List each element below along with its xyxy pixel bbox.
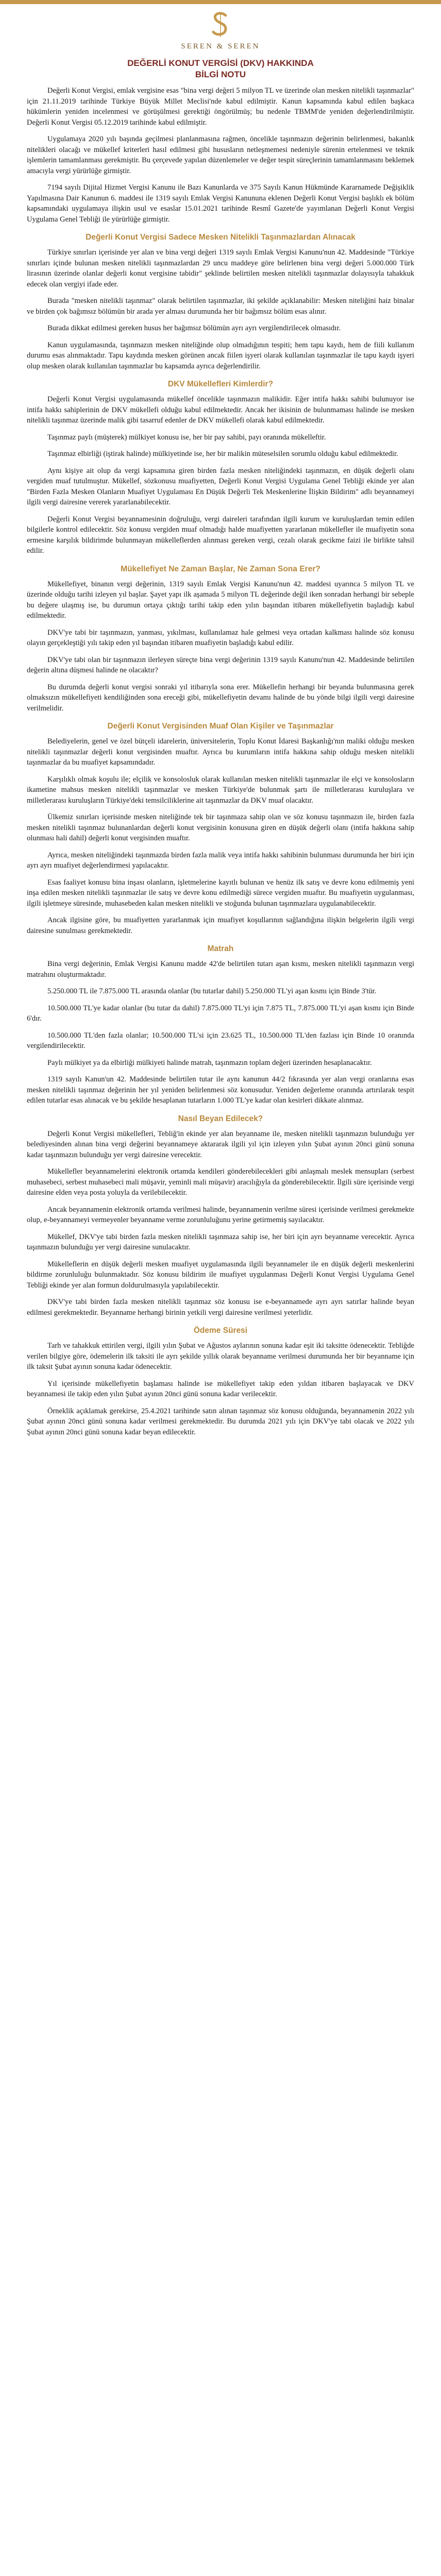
paragraph: Bu durumda değerli konut vergisi sonraki yıl itibarıyla sona erer. Mükellefin herhangi bir beyanda bulunmasına gerek olmaksızın mükellefiyeti kendiliğinden sona ereceği gibi, mükellefiyetin devamı halinde de bu yönde bilgi ilgili vergi dairesine verilmelidir. <box>27 683 414 713</box>
title-line-1: DEĞERLİ KONUT VERGİSİ (DKV) HAKKINDA <box>127 58 314 68</box>
paragraph: Ancak ilgisine göre, bu muafiyetten yararlanmak için muafiyet koşullarının sağlandığına ilişkin belgelerin ilgili vergi dairesine sunulması gerekmektedir. <box>27 916 414 935</box>
section-heading: Mükellefiyet Ne Zaman Başlar, Ne Zaman Sona Erer? <box>121 564 320 573</box>
paragraph: Paylı mülkiyet ya da elbirliği mülkiyeti halinde matrah, taşınmazın toplam değeri üzerinden hesaplanacaktır. <box>47 1058 372 1067</box>
document-title <box>31 58 410 80</box>
paragraph: DKV'ye tabi birden fazla mesken nitelikli taşınmaz söz konusu ise e-beyannamede ayrı ayrı satırlar halinde beyan edilmesi gerekmektedir. Beyanname herhangi birinin yetkili vergi dairesine verilmesi yeterlidir. <box>27 1298 414 1317</box>
section-heading: Değerli Konut Vergisi Sadece Mesken Nitelikli Taşınmazlardan Alınacak <box>86 233 355 242</box>
brand-logo <box>169 10 272 51</box>
section-heading: Nasıl Beyan Edilecek? <box>178 1114 263 1123</box>
paragraph: Karşılıklı olmak koşulu ile; elçilik ve konsolosluk olarak kullanılan mesken nitelikli taşınmazlar ile elçi ve konsolosların ikametine mahsus mesken nitelikli taşınmazlar ve mesken Türkiye'de bulunmak şartı ile milletlerarası kuruluşlara ve milletlerarası kuruluşların Türkiye'deki temsilciliklerine ait taşınmazlar da DKV muaf olacaktır. <box>27 775 414 805</box>
top-border <box>0 0 441 4</box>
paragraph: Mükellef, DKV'ye tabi birden fazla mesken nitelikli taşınmaza sahip ise, her biri için ayrı beyanname verecektir. Ayrıca taşınmazın bulunduğu yer vergi dairesine sunulacaktır. <box>27 1232 414 1251</box>
paragraph: Örneklik açıklamak gerekirse, 25.4.2021 tarihinde satın alınan taşınmaz söz konusu olduğunda, beyannamenin 2022 yılı Şubat ayının 20nci günü sonuna kadar verilmesi gerekmektedir. Bu durumda 2021 yılı için DKV'ye tabi olacak ve 2022 yılı Şubat ayının 20nci günü sonuna kadar beyan edilecektir. <box>27 1406 414 1436</box>
paragraph: Burada "mesken nitelikli taşınmaz" olarak belirtilen taşınmazlar, iki şekilde açıklanabilir: Mesken niteliğini haiz binalar ve birden çok bağımsız bölümün bir arada yer alması durumunda her bir bağımsız bölüm esas alınır. <box>27 297 414 316</box>
paragraph: Değerli Konut Vergisi beyannamesinin doğruluğu, vergi daireleri tarafından ilgili kurum ve kuruluşlardan temin edilen bilgilerle kontrol edilecektir. Söz konusu vergiden muaf olmadığı halde muafiyetten yararlanan mükellefler ile muafiyetin sona ermesine karşılık bildirimde bulunmayan mükelleflerden alınması gereken vergi, cezalı olarak gecikme faizi ile birlikte tahsil edilir. <box>27 515 414 555</box>
paragraph: Değerli Konut Vergisi uygulamasında mükellef öncelikle taşınmazın malikidir. Eğer intifa hakkı sahibi bulunuyor ise intifa hakkı sahiplerinin de DKV mükellefi olduğu kabul edilmektedir. Ancak her ikisinin de bulunmaması halinde ise mesken nitelikli taşınmaz üzerinde malik gibi tasarruf edenler de DKV mükellefi olarak kabul edilmektedir. <box>27 395 414 425</box>
paragraph: Aynı kişiye ait olup da vergi kapsamına giren birden fazla mesken niteliğindeki taşınmazın, en düşük değerli olanı vergiden muaf tutulmuştur. Mükellef, sözkonusu muafiyetten, Değerli Konut Vergisi Uygulama Genel Tebliği ekinde yer alan "Birden Fazla Mesken Olanların Muafiyet Uygulaması En Düşük Değerli Tek Meskenlerine İlişkin Bildirim" adlı beyannameyi ilgili vergi dairesine vererek yararlanabilecektir. <box>27 466 414 506</box>
paragraph: Ancak beyannamenin elektronik ortamda verilmesi halinde, beyannamenin verilme süresi içerisinde verilmesi gerekmekte olup, e-beyannameyi vermeyenler beyanname verme zorunluluğunu yerine getirmemiş sayılacaktır. <box>27 1205 414 1224</box>
paragraph: Mükellefler beyannamelerini elektronik ortamda kendileri gönderebilecekleri gibi anlaşmalı meslek mensupları (serbest muhasebeci, serbest muhasebeci mali müşavir, yeminli mali müşavir) aracılığıyla da gönderebilecektir. İlgili süre içerisinde vergi dairesine elden veya posta yoluyla da verilebilecektir. <box>27 1167 414 1197</box>
paragraph: Yıl içerisinde mükellefiyetin başlaması halinde ise mükellefiyet takip eden yıldan itibaren başlayacak ve DKV beyannamesi ile takip eden yılın Şubat ayının 20nci günü sonuna kadar verilecektir. <box>27 1379 414 1398</box>
paragraph: Taşınmaz elbirliği (iştirak halinde) mülkiyetinde ise, her bir malikin müteselsilen sorumlu olduğu kabul edilmektedir. <box>47 450 398 458</box>
section-heading: Matrah <box>207 944 234 953</box>
brand-name: SEREN & SEREN <box>181 42 260 50</box>
paragraph: Ayrıca, mesken niteliğindeki taşınmazda birden fazla malik veya intifa hakkı sahibinin bulunması durumunda her biri için ayrı ayrı muafiyet değerlendirmesi yapılacaktır. <box>27 851 414 870</box>
paragraph: 7194 sayılı Dijital Hizmet Vergisi Kanunu ile Bazı Kanunlarda ve 375 Sayılı Kanun Hükmünde Kararnamede Değişiklik Yapılmasına Dair Kanunun 6. maddesi ile 1319 sayılı Emlak Vergisi Kanununa eklenen Değerli Konut Vergisi başlıklı ek bölüm kapsamındaki uygulamaya ilişkin usul ve esaslar 15.01.2021 tarihinde Resmî Gazete'de yayımlanan Değerli Konut Vergisi Uygulama Genel Tebliği ile yürürlüğe girmiştir. <box>27 183 414 224</box>
paragraph: 10.500.000 TL'ye kadar olanlar (bu tutar da dahil) 7.875.000 TL'yi için 7.875 TL, 7.875.000 TL'yi aşan kısmı için Binde 6'dır. <box>27 1004 414 1023</box>
paragraph: 1319 sayılı Kanun'un 42. Maddesinde belirtilen tutar ile aynı kanunun 44/2 fıkrasında yer alan vergi oranlarına esas mesken nitelikli taşınmaz değerinin her yıl yeniden belirlenmesi söz konusudur. Yeniden değerleme oranında artırılarak tespit edilen tutarlar esas alınacak ve bu şekilde hesaplanan tutarların 1.000 TL'ye kadar olan kesirleri dikkate alınmaz. <box>27 1075 414 1105</box>
paragraph: Taşınmaz paylı (müşterek) mülkiyet konusu ise, her bir pay sahibi, payı oranında mükelleftir. <box>47 433 326 442</box>
section-heading: Ödeme Süresi <box>193 1326 248 1335</box>
paragraph: Mükellefiyet, binanın vergi değerinin, 1319 sayılı Emlak Vergisi Kanunu'nun 42. maddesi uyarınca 5 milyon TL ve üzerinde olduğu tarihi izleyen yıl başlar. Şayet yapı ilk aşamada 5 milyon TL değerinde değil iken sonradan herhangi bir sebeple bu değere ulaşmış ise, bu durumun ortaya çıktığı tarihi takip eden yılın başından itibaren mükellefiyetin başladığı kabul edilmektedir. <box>27 580 414 620</box>
paragraph: DKV'ye tabi bir taşınmazın, yanması, yıkılması, kullanılamaz hale gelmesi veya ortadan kalkması halinde söz konusu olayın gerçekleştiği yılı takip eden yıl başından itibaren muafiyetin başladığı kabul edilir. <box>27 628 414 647</box>
document-body <box>27 86 414 1444</box>
paragraph: 10.500.000 TL'den fazla olanlar; 10.500.000 TL'si için 23.625 TL, 10.500.000 TL'den fazlası için Binde 10 oranında vergilendirilecektir. <box>27 1031 414 1050</box>
paragraph: Tarh ve tahakkuk ettirilen vergi, ilgili yılın Şubat ve Ağustos aylarının sonuna kadar eşit iki taksitte ödenecektir. Tebliğde verilen bilgiye göre, ödemelerin ilk taksiti ile ayrı şekilde yıllık olarak beyanname verilmesi durumunda her bir beyanname için ilk taksit Şubat ayının sonuna kadar ödenecektir. <box>27 1342 414 1371</box>
title-line-2: BİLGİ NOTU <box>195 70 246 79</box>
paragraph: Türkiye sınırları içerisinde yer alan ve bina vergi değeri 1319 sayılı Emlak Vergisi Kanunu'nun 42. Maddesinde "Türkiye sınırları içinde bulunan mesken nitelikli taşınmazlardan 29 uncu maddeye göre belirlenen bina vergi değeri 5.000.000 Türk lirasının üzerinde olanlar değerli konut vergisine tabidir" şeklinde belirtilen mesken nitelikli taşınmazlar dolayısıyla tahakkuk edecek olan vergiyi ifade eder. <box>27 248 414 289</box>
paragraph: Uygulamaya 2020 yılı başında geçilmesi planlanmasına rağmen, öncelikle taşınmazın değerinin belirlenmesi, bakanlık nitelikleri olacağı ve mükellef kriterleri hasıl edilmesi gibi hususların netleşmemesi nedeniyle sürenin ertelenmesi ve teknik işlemlerin tamamlanması gerekmiştir. Bu çerçevede yapılan düzenlemeler ve değer tespit süreçlerinin tamamlanmasını beklemek amacıyla vergi yürürlüğe girmiştir. <box>27 135 414 175</box>
paragraph: Değerli Konut Vergisi, emlak vergisine esas "bina vergi değeri 5 milyon TL ve üzerinde olan mesken nitelikli taşınmazlar" için 21.11.2019 tarihinde Türkiye Büyük Millet Meclisi'nde kabul edilmiştir. Kanun kapsamında kabul edilen başkaca hükümlerin yeniden incelenmesi ve görüşülmesi gerektiği öngörülmüş; bu nedenle TBMM'de yeniden değerlendirilmiştir. Değerli Konut Vergisi 05.12.2019 tarihinde kabul edilmiştir. <box>27 87 414 127</box>
section-heading: Değerli Konut Vergisinden Muaf Olan Kişiler ve Taşınmazlar <box>107 722 334 731</box>
logo-mark-icon <box>208 10 233 39</box>
paragraph: Burada dikkat edilmesi gereken husus her bağımsız bölümün ayrı ayrı vergilendirilecek olmasıdır. <box>47 324 341 332</box>
section-heading: DKV Mükellefleri Kimlerdir? <box>167 380 274 388</box>
paragraph: DKV'ye tabi olan bir taşınmazın ilerleyen süreçte bina vergi değerinin 1319 sayılı Kanunu'nun 42. Maddesinde belirtilen değerin altına düşmesi halinde ne olacaktır? <box>27 655 414 674</box>
paragraph: Mükelleflerin en düşük değerli mesken muafiyet uygulamasında ilgili beyannameler ile en düşük değerli meskenlerini bildirme zorunluluğu bulunmaktadır. Söz konusu bildirim ile muafiyet uygulanması Değerli Konut Vergisi Uygulama Genel Tebliği ekinde yer alan formun doldurulmasıyla yapılabilecektir. <box>27 1260 414 1290</box>
paragraph: Ülkemiz sınırları içerisinde mesken niteliğinde tek bir taşınmaza sahip olan ve söz konusu taşınmazın ile, birden fazla mesken nitelikli taşınmaz bulunanlardan değerli konut vergisinin konusuna giren en düşük değerli olanı (intifa hakkına sahip olunması hali dahil) değerli konut vergisinden muaftır. <box>27 813 414 842</box>
paragraph: 5.250.000 TL ile 7.875.000 TL arasında olanlar (bu tutarlar dahil) 5.250.000 TL'yi aşan kısmı için Binde 3'tür. <box>47 987 377 995</box>
paragraph: Değerli Konut Vergisi mükellefleri, Tebliğ'in ekinde yer alan beyanname ile, mesken nitelikli taşınmazın bulunduğu yer belediyesinden alınan bina vergi değerini beyannameye aktararak ilgili yıl için izleyen yılın Şubat ayının 20nci günü sonuna kadar taşınmazın bulunduğu yer vergi dairesine verecektir. <box>27 1129 414 1159</box>
paragraph: Esas faaliyet konusu bina inşası olanların, işletmelerine kayıtlı bulunan ve henüz ilk satış ve devre konu edilmemiş yeni inşa edilen mesken nitelikli taşınmazlar ile satış ve devre konu edilmediği sürece vergiden muaftır. Bu muafiyetin uygulanması, ilgili işletmeye süresinde, muhasebeden kalan mesken nitelikli ve stoğunda bulunan taşınmazlara uygulanabilecektir. <box>27 878 414 908</box>
paragraph: Belediyelerin, genel ve özel bütçeli idarelerin, üniversitelerin, Toplu Konut İdaresi Başkanlığı'nın maliki olduğu mesken nitelikli taşınmazlar değerli konut vergisinden muaftır. Ayrıca bu kurumların intifa hakkına sahip olduğu mesken nitelikli taşınmazlar da bu muafiyet kapsamındadır. <box>27 737 414 767</box>
paragraph: Bina vergi değerinin, Emlak Vergisi Kanunu madde 42'de belirtilen tutarı aşan kısmı, mesken nitelikli taşınmazın vergi matrahını oluşturmaktadır. <box>27 960 414 979</box>
paragraph: Kanun uygulamasında, taşınmazın mesken niteliğinde olup olmadığının tespiti; hem tapu kaydı, hem de fiili kullanım durumu esas alınmaktadır. Tapu kaydında mesken görünen ancak fiilen işyeri olarak kullanılan taşınmazlar ile tapu kaydı işyeri olup mesken olarak kullanılan taşınmazlar bu kapsamda ayrıca değerlendirilir. <box>27 341 414 370</box>
